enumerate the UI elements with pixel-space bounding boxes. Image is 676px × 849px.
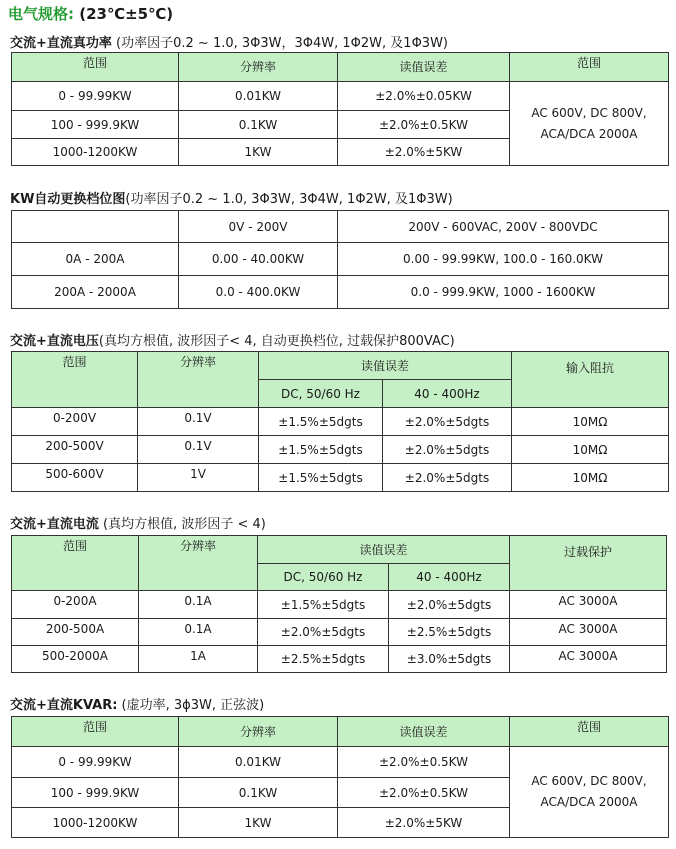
kw-range-heading	[10, 188, 453, 207]
current-heading	[10, 513, 266, 532]
range-note-line: ACA/DCA 2000A	[540, 795, 638, 809]
table-row	[12, 436, 669, 464]
kw-range-header-corner	[12, 211, 179, 243]
voltage-heading-rest: (真均方根值, 波形因子< 4, 自动更换档位, 过载保护800VAC)	[98, 334, 455, 349]
table-row	[12, 82, 669, 111]
voltage-header-range: 范围	[12, 352, 138, 408]
table-cell: 0-200A	[12, 591, 139, 619]
kw-range-header-low-voltage: 0V - 200V	[179, 211, 338, 243]
power-table	[11, 52, 669, 166]
kvar-header-range-note: 范围	[510, 717, 669, 747]
table-cell: AC 3000A	[510, 646, 667, 673]
kvar-header-accuracy: 读值误差	[338, 717, 510, 747]
table-cell: 0.1KW	[179, 778, 338, 808]
current-subheader-dc: DC, 50/60 Hz	[258, 564, 389, 591]
table-cell: 0.1A	[139, 591, 258, 619]
power-heading-rest: (功率因子0.2 ~ 1.0, 3Φ3W，3Φ4W, 1Φ2W, 及1Φ3W)	[111, 36, 448, 51]
table-cell: 1KW	[179, 808, 338, 838]
table-cell: 200-500V	[12, 436, 138, 464]
table-cell: 100 - 999.9KW	[12, 111, 179, 139]
voltage-heading	[10, 330, 455, 349]
table-cell: 0.0 - 400.0KW	[179, 276, 338, 309]
table-cell: 200A - 2000A	[12, 276, 179, 309]
table-cell: ±2.0%±0.5KW	[338, 111, 510, 139]
table-cell: 0A - 200A	[12, 243, 179, 276]
power-header-range: 范围	[12, 53, 179, 82]
table-cell: 0.1V	[138, 408, 259, 436]
table-row	[12, 646, 667, 673]
power-heading-bold: 交流+直流真功率	[10, 36, 112, 51]
current-subheader-ac: 40 - 400Hz	[389, 564, 510, 591]
table-cell: 0 - 99.99KW	[12, 82, 179, 111]
table-cell: 0.1A	[139, 619, 258, 646]
kvar-header-resolution: 分辨率	[179, 717, 338, 747]
kw-range-table	[11, 210, 669, 309]
range-note-line: ACA/DCA 2000A	[540, 126, 638, 141]
table-cell: 0.01KW	[179, 747, 338, 778]
table-cell: 10MΩ	[512, 464, 669, 492]
table-cell: ±1.5%±5dgts	[259, 464, 383, 492]
voltage-subheader-ac: 40 - 400Hz	[383, 380, 512, 408]
table-cell: ±2.0%±5KW	[338, 139, 510, 166]
table-cell: AC 3000A	[510, 591, 667, 619]
table-row	[12, 243, 669, 276]
current-header-accuracy: 读值误差	[258, 536, 510, 564]
current-header-range: 范围	[12, 536, 139, 591]
table-cell: 1A	[139, 646, 258, 673]
kw-range-header-high-voltage: 200V - 600VAC, 200V - 800VDC	[338, 211, 669, 243]
table-cell: ±2.5%±5dgts	[389, 619, 510, 646]
table-cell: ±1.5%±5dgts	[259, 408, 383, 436]
voltage-table	[11, 351, 669, 492]
power-range-note	[510, 82, 669, 166]
current-heading-bold: 交流+直流电流	[10, 517, 99, 532]
table-row	[12, 619, 667, 646]
table-cell: ±2.5%±5dgts	[258, 646, 389, 673]
table-cell: ±2.0%±5dgts	[383, 408, 512, 436]
table-cell: 0.1KW	[179, 111, 338, 139]
table-cell: ±2.0%±5dgts	[383, 436, 512, 464]
kvar-heading-rest: (虚功率, 3ϕ3W, 正弦波)	[117, 698, 265, 713]
current-header-overload: 过载保护	[510, 536, 667, 591]
table-cell: ±1.5%±5dgts	[258, 591, 389, 619]
power-header-range-note: 范围	[510, 53, 669, 82]
table-cell: 500-2000A	[12, 646, 139, 673]
table-cell: 0-200V	[12, 408, 138, 436]
table-cell: 1KW	[179, 139, 338, 166]
current-table	[11, 535, 667, 673]
kw-range-heading-rest: (功率因子0.2 ~ 1.0, 3Φ3W, 3Φ4W, 1Φ2W, 及1Φ3W)	[125, 192, 453, 207]
table-cell: 0.00 - 99.99KW, 100.0 - 160.0KW	[338, 243, 669, 276]
kvar-header-range: 范围	[12, 717, 179, 747]
table-cell: 0.1V	[138, 436, 259, 464]
kvar-range-note	[510, 747, 669, 838]
table-cell: 0.01KW	[179, 82, 338, 111]
voltage-header-accuracy: 读值误差	[259, 352, 512, 380]
voltage-subheader-dc: DC, 50/60 Hz	[259, 380, 383, 408]
voltage-header-impedance: 输入阻抗	[512, 352, 669, 408]
kvar-heading-bold: 交流+直流KVAR:	[10, 698, 118, 713]
voltage-heading-bold: 交流+直流电压	[10, 334, 99, 349]
table-cell: 1000-1200KW	[12, 139, 179, 166]
table-cell: 1000-1200KW	[12, 808, 179, 838]
table-cell: ±2.0%±5dgts	[389, 591, 510, 619]
kvar-heading	[10, 694, 264, 713]
table-row	[12, 464, 669, 492]
table-cell: ±2.0%±5KW	[338, 808, 510, 838]
range-note-line: AC 600V, DC 800V,	[531, 105, 647, 120]
table-row	[12, 276, 669, 309]
table-cell: 500-600V	[12, 464, 138, 492]
current-header-resolution: 分辨率	[139, 536, 258, 591]
kvar-table	[11, 716, 669, 838]
table-row	[12, 408, 669, 436]
table-cell: ±2.0%±5dgts	[258, 619, 389, 646]
table-cell: 0.00 - 40.00KW	[179, 243, 338, 276]
table-cell: 0.0 - 999.9KW, 1000 - 1600KW	[338, 276, 669, 309]
table-cell: ±2.0%±0.05KW	[338, 82, 510, 111]
range-note-line: AC 600V, DC 800V,	[531, 774, 647, 788]
table-cell: ±1.5%±5dgts	[259, 436, 383, 464]
page-title-condition: (23℃±5℃)	[74, 5, 174, 23]
page-title	[8, 3, 173, 24]
current-heading-rest: (真均方根值, 波形因子 < 4)	[98, 517, 266, 532]
table-cell: 10MΩ	[512, 408, 669, 436]
power-heading	[10, 32, 448, 51]
table-cell: 0 - 99.99KW	[12, 747, 179, 778]
table-cell: ±3.0%±5dgts	[389, 646, 510, 673]
power-header-resolution: 分辨率	[179, 53, 338, 82]
table-cell: ±2.0%±0.5KW	[338, 747, 510, 778]
kw-range-heading-bold: KW自动更换档位图	[10, 192, 126, 207]
table-cell: AC 3000A	[510, 619, 667, 646]
table-row	[12, 747, 669, 778]
table-cell: 10MΩ	[512, 436, 669, 464]
table-cell: 200-500A	[12, 619, 139, 646]
voltage-header-resolution: 分辨率	[138, 352, 259, 408]
page-title-label: 电气规格:	[8, 5, 74, 23]
table-cell: ±2.0%±0.5KW	[338, 778, 510, 808]
power-header-accuracy: 读值误差	[338, 53, 510, 82]
table-cell: ±2.0%±5dgts	[383, 464, 512, 492]
table-row	[12, 591, 667, 619]
table-cell: 1V	[138, 464, 259, 492]
table-cell: 100 - 999.9KW	[12, 778, 179, 808]
